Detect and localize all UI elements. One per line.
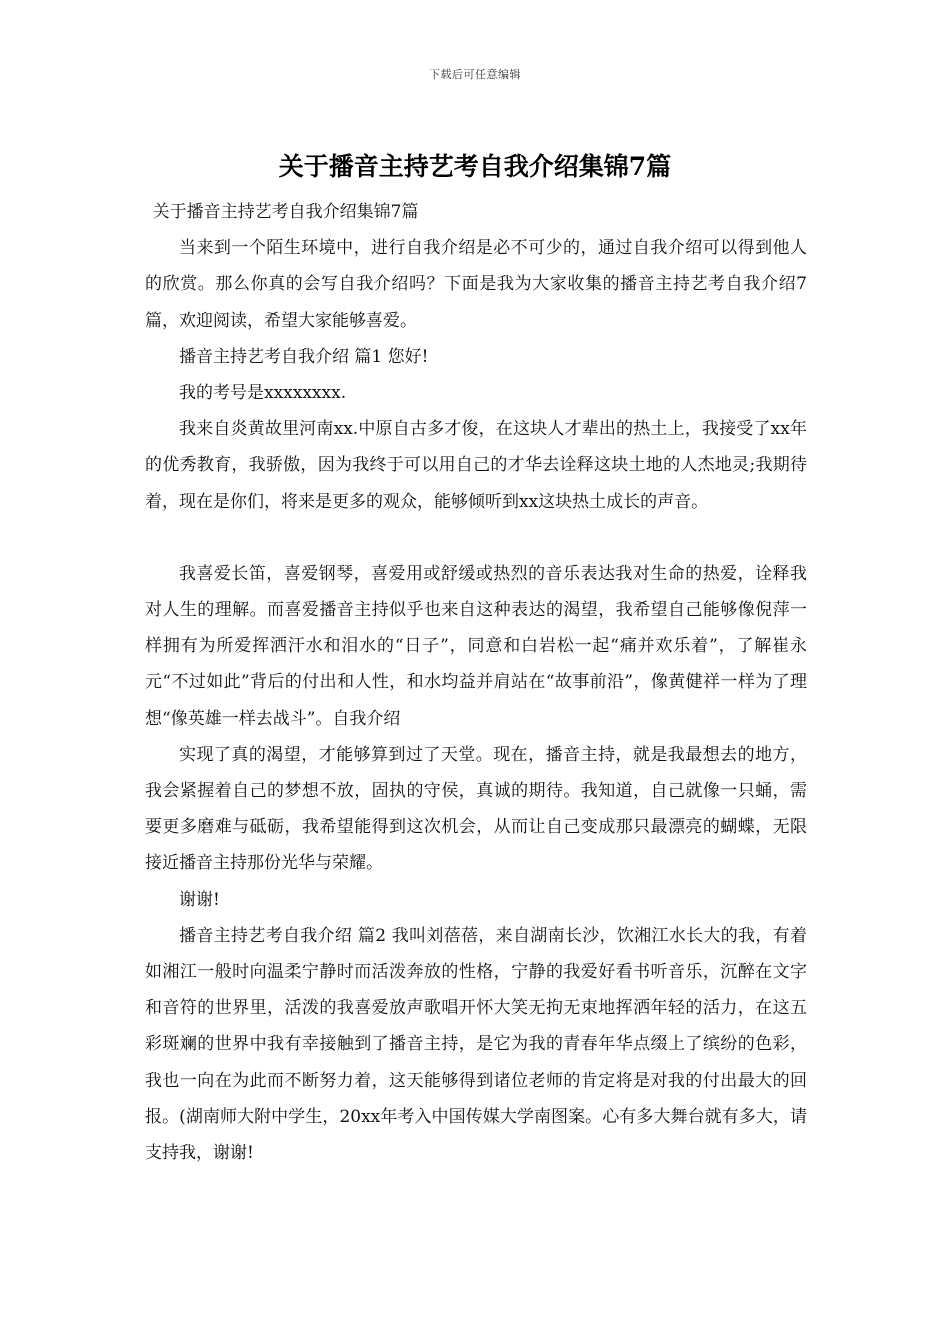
- dream-paragraph: 实现了真的渴望，才能够算到过了天堂。现在，播音主持，就是我最想去的地方，我会紧握着自己的梦想不放，固执的守侯，真诚的期待。我知道，自己就像一只蛹，需要更多磨难与砥砺，我希望能得到这次机会，从而让自己变成那只最漂亮的蝴蝶，无限接近播音主持那份光华与荣耀。: [145, 744, 807, 874]
- section-1-heading: 播音主持艺考自我介绍 篇1 您好!: [179, 346, 429, 367]
- header-note: 下载后可任意编辑: [429, 68, 521, 81]
- document-body: [145, 194, 807, 1171]
- hometown-paragraph: 我来自炎黄故里河南xx.中原自古多才俊，在这块人才辈出的热土上，我接受了xx年的优秀教育，我骄傲，因为我终于可以用自己的才华去诠释这块土地的人杰地灵;我期待着，现在是你们，将来是更多的观众，能够倾听到xx这块热土成长的声音。: [145, 419, 807, 512]
- hobbies-paragraph: 我喜爱长笛，喜爱钢琴，喜爱用或舒缓或热烈的音乐表达我对生命的热爱，诠释我对人生的理解。而喜爱播音主持似乎也来自这种表达的渴望，我希望自己能够像倪萍一样拥有为所爱挥洒汗水和泪水的“日子”，同意和白岩松一起“痛并欢乐着”，了解崔永元“不过如此”背后的付出和人性，和水均益并肩站在“故事前沿”，像黄健祥一样为了理想“像英雄一样去战斗”。自我介绍: [145, 563, 807, 729]
- intro-paragraph: 当来到一个陌生环境中，进行自我介绍是必不可少的，通过自我介绍可以得到他人的欣赏。那么你真的会写自我介绍吗？下面是我为大家收集的播音主持艺考自我介绍7篇，欢迎阅读，希望大家能够喜爱。: [145, 238, 807, 331]
- document-title: 关于播音主持艺考自我介绍集锦7篇: [278, 152, 672, 181]
- thanks-paragraph: 谢谢!: [179, 889, 220, 910]
- exam-number-paragraph: 我的考号是xxxxxxxx.: [179, 383, 347, 404]
- section-2-paragraph: 播音主持艺考自我介绍 篇2 我叫刘蓓蓓，来自湖南长沙，饮湘江水长大的我，有着如湘江一般时向温柔宁静时而活泼奔放的性格，宁静的我爱好看书听音乐，沉醉在文字和音符的世界里，活泼的我喜爱放声歌唱开怀大笑无拘无束地挥洒年轻的活力，在这五彩斑斓的世界中我有幸接触到了播音主持，是它为我的青春年华点缀上了缤纷的色彩，我也一向在为此而不断努力着，这天能够得到诸位老师的肯定将是对我的付出最大的回报。(湖南师大附中学生，20xx年考入中国传媒大学南图案。心有多大舞台就有多大，请支持我，谢谢!: [145, 925, 807, 1164]
- subtitle-paragraph: 关于播音主持艺考自我介绍集锦7篇: [152, 202, 419, 222]
